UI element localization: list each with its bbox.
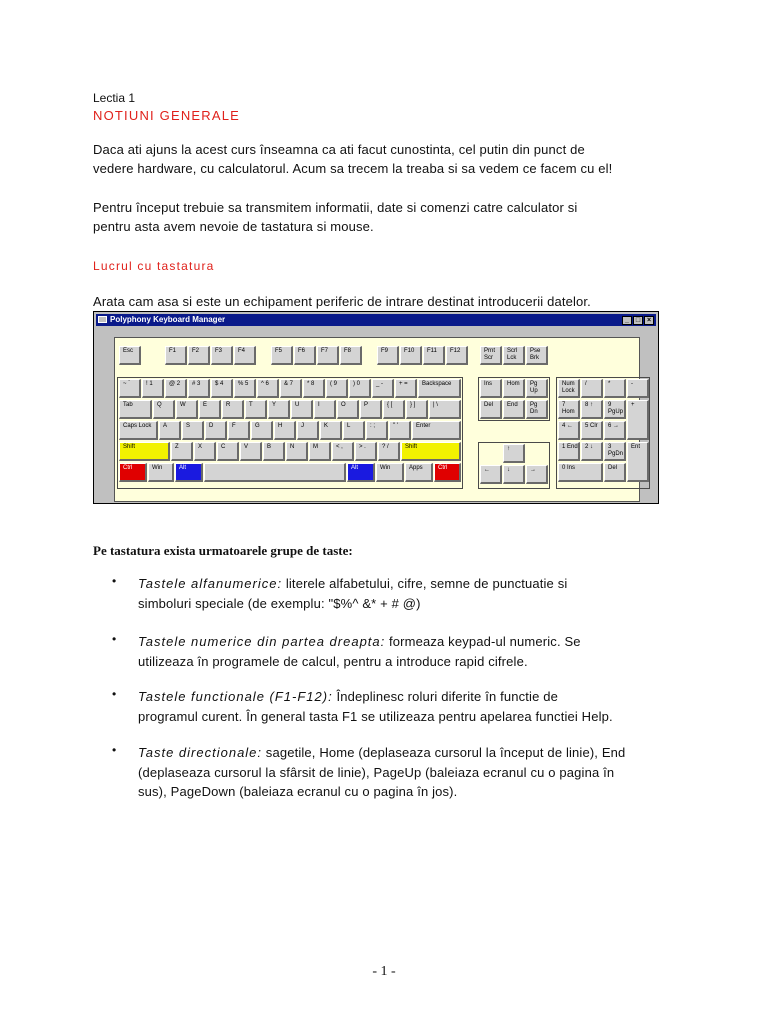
key-navigation[interactable]: Pg Dn [526, 400, 548, 419]
key-letter[interactable]: { [ [383, 400, 405, 419]
key-letter[interactable]: H [274, 421, 296, 440]
key-shift-left[interactable]: Shift [119, 442, 170, 461]
key-navigation[interactable]: Hom [503, 379, 525, 398]
key-letter[interactable]: V [240, 442, 262, 461]
key-letter[interactable]: J [297, 421, 319, 440]
key-number-row[interactable]: ) 0 [349, 379, 371, 398]
key-number-row[interactable]: % 5 [234, 379, 256, 398]
key-letter[interactable]: D [205, 421, 227, 440]
key-number-row[interactable]: ! 1 [142, 379, 164, 398]
key-numpad[interactable]: - [627, 379, 649, 398]
key-function[interactable]: F7 [317, 346, 339, 365]
key-number-row[interactable]: @ 2 [165, 379, 187, 398]
key-numpad[interactable]: 6 → [604, 421, 626, 440]
key-letter[interactable]: S [182, 421, 204, 440]
key-function[interactable]: F9 [377, 346, 399, 365]
key-letter[interactable]: E [199, 400, 221, 419]
key-numpad[interactable]: Del [604, 463, 626, 482]
bullet-3-text: Îndeplinesc roluri diferite în functie de [332, 689, 558, 704]
bullet-3-line-1 [138, 687, 558, 707]
page-number: - 1 - [372, 964, 396, 979]
bullet-4-line-3: sus), PageDown (baleiaza ecranul cu o pagina în jos). [138, 784, 458, 799]
key-number-row[interactable]: $ 4 [211, 379, 233, 398]
intro-line-2: vedere hardware, cu calculatorul. Acum sa trecem la treaba si sa vedem ce facem cu el! [93, 161, 613, 176]
bullet-2-text: formeaza keypad-ul numeric. Se [385, 634, 581, 649]
key-letter[interactable]: U [291, 400, 313, 419]
key-number-row[interactable]: ^ 6 [257, 379, 279, 398]
key-function[interactable]: F2 [188, 346, 210, 365]
bullet-1-line-2: simboluri speciale (de exemplu: "$%^ &* + # @) [138, 596, 421, 611]
key-letter[interactable]: > . [355, 442, 377, 461]
key-function[interactable]: F5 [271, 346, 293, 365]
key-apps[interactable]: Apps [405, 463, 433, 482]
bullet-1-text: literele alfabetului, cifre, semne de punctuatie si [282, 576, 568, 591]
key-letter[interactable]: M [309, 442, 331, 461]
keyboard-diagram [114, 337, 640, 502]
key-print-screen[interactable]: Prnt Scr [480, 346, 502, 365]
window-titlebar [96, 314, 656, 326]
app-icon [98, 316, 107, 323]
key-function[interactable]: F4 [234, 346, 256, 365]
key-numpad[interactable]: * [604, 379, 626, 398]
key-arrow-right[interactable]: → [526, 465, 548, 484]
key-arrow-left[interactable]: ← [480, 465, 502, 484]
key-space[interactable] [204, 463, 346, 482]
key-numpad[interactable]: 8 ↑ [581, 400, 603, 419]
key-navigation[interactable]: Pg Up [526, 379, 548, 398]
key-ctrl-right[interactable]: Ctrl [434, 463, 461, 482]
bullet-dot: • [112, 687, 117, 701]
key-function[interactable]: F10 [400, 346, 422, 365]
key-enter[interactable]: Enter [412, 421, 461, 440]
bullet-2-term: Tastele numerice din partea dreapta: [138, 634, 386, 649]
key-numpad[interactable]: + [627, 400, 649, 440]
key-numpad[interactable]: 1 End [558, 442, 580, 461]
maximize-icon[interactable]: □ [633, 316, 643, 325]
key-alt-right[interactable]: Alt [347, 463, 375, 482]
close-icon[interactable]: × [644, 316, 654, 325]
bullet-4-line-1 [138, 743, 625, 763]
paragraph-2-line-2: pentru asta avem nevoie de tastatura si mouse. [93, 219, 374, 234]
key-numpad[interactable]: Num Lock [558, 379, 580, 398]
key-backspace[interactable]: Backspace [418, 379, 461, 398]
key-numpad[interactable]: / [581, 379, 603, 398]
key-letter[interactable]: I [314, 400, 336, 419]
key-numpad[interactable]: 3 PgDn [604, 442, 626, 461]
key-scroll-lock[interactable]: Scrl Lck [503, 346, 525, 365]
bullet-2-line-1 [138, 632, 581, 652]
key-caps-lock[interactable]: Caps Lock [119, 421, 158, 440]
key-letter[interactable]: Y [268, 400, 290, 419]
key-letter[interactable]: Z [171, 442, 193, 461]
key-number-row[interactable]: # 3 [188, 379, 210, 398]
key-arrow-down[interactable]: ↓ [503, 465, 525, 484]
key-letter[interactable]: X [194, 442, 216, 461]
key-letter[interactable]: < , [332, 442, 354, 461]
key-win-left[interactable]: Win [148, 463, 174, 482]
key-esc[interactable]: Esc [119, 346, 141, 365]
bullet-dot: • [112, 743, 117, 757]
key-function[interactable]: F12 [446, 346, 468, 365]
key-numpad[interactable]: 9 PgUp [604, 400, 626, 419]
key-numpad[interactable]: 0 Ins [558, 463, 603, 482]
bullet-2-line-2: utilizeaza în programele de calcul, pentru a introduce rapid cifrele. [138, 654, 528, 669]
key-win-right[interactable]: Win [376, 463, 404, 482]
key-letter[interactable]: ? / [378, 442, 400, 461]
key-numpad[interactable]: Ent [627, 442, 649, 482]
key-letter[interactable]: } ] [406, 400, 428, 419]
key-number-row[interactable]: & 7 [280, 379, 302, 398]
bullet-dot: • [112, 574, 117, 588]
bullet-4-line-2: (deplaseaza cursorul la sfârsit de linie), PageUp (baleiaza ecranul cu o pagina în [138, 765, 615, 780]
key-pause[interactable]: Pse Brk [526, 346, 548, 365]
key-numpad[interactable]: 7 Hom [558, 400, 580, 419]
key-function[interactable]: F3 [211, 346, 233, 365]
lesson-number: Lectia 1 [93, 91, 136, 105]
key-backslash[interactable]: | \ [429, 400, 461, 419]
keyboard-caption: Arata cam asa si este un echipament periferic de intrare destinat introducerii datelor. [93, 294, 591, 309]
key-numpad[interactable]: 5 Clr [581, 421, 603, 440]
key-function[interactable]: F8 [340, 346, 362, 365]
key-letter[interactable]: F [228, 421, 250, 440]
key-function[interactable]: F6 [294, 346, 316, 365]
intro-line-1: Daca ati ajuns la acest curs înseamna ca ati facut cunostinta, cel putin din punct de [93, 142, 585, 157]
key-number-row[interactable]: _ - [372, 379, 394, 398]
key-navigation[interactable]: End [503, 400, 525, 419]
key-shift-right[interactable]: Shift [401, 442, 461, 461]
key-letter[interactable]: G [251, 421, 273, 440]
key-number-row[interactable]: + = [395, 379, 417, 398]
key-letter[interactable]: Q [153, 400, 175, 419]
key-tab[interactable]: Tab [119, 400, 152, 419]
bullet-3-term: Tastele functionale (F1-F12): [138, 689, 333, 704]
key-letter[interactable]: O [337, 400, 359, 419]
key-navigation[interactable]: Ins [480, 379, 502, 398]
key-function[interactable]: F11 [423, 346, 445, 365]
groups-heading: Pe tastatura exista urmatoarele grupe de taste: [93, 543, 353, 558]
key-letter[interactable]: P [360, 400, 382, 419]
bullet-4-term: Taste directionale: [138, 745, 263, 760]
key-navigation[interactable]: Del [480, 400, 502, 419]
section-title: Lucrul cu tastatura [93, 259, 215, 273]
paragraph-2-line-1: Pentru început trebuie sa transmitem informatii, date si comenzi catre calculator si [93, 200, 578, 215]
key-letter[interactable]: : ; [366, 421, 388, 440]
key-numpad[interactable]: 2 ↓ [581, 442, 603, 461]
key-letter[interactable]: " ' [389, 421, 411, 440]
key-letter[interactable]: N [286, 442, 308, 461]
keyboard-manager-window [93, 311, 659, 504]
window-title: Polyphony Keyboard Manager [110, 315, 226, 324]
bullet-1-line-1 [138, 574, 567, 594]
key-letter[interactable]: A [159, 421, 181, 440]
key-arrow-up[interactable]: ↑ [503, 444, 525, 463]
key-letter[interactable]: C [217, 442, 239, 461]
bullet-dot: • [112, 632, 117, 646]
bullet-1-term: Tastele alfanumerice: [138, 576, 283, 591]
bullet-3-line-2: programul curent. În general tasta F1 se utilizeaza pentru apelarea functiei Help. [138, 709, 613, 724]
key-letter[interactable]: W [176, 400, 198, 419]
key-function[interactable]: F1 [165, 346, 187, 365]
key-letter[interactable]: K [320, 421, 342, 440]
key-numpad[interactable]: 4 ← [558, 421, 580, 440]
key-number-row[interactable]: ~ ` [119, 379, 141, 398]
key-letter[interactable]: L [343, 421, 365, 440]
key-letter[interactable]: R [222, 400, 244, 419]
lesson-title: NOTIUNI GENERALE [93, 108, 241, 123]
key-letter[interactable]: T [245, 400, 267, 419]
key-number-row[interactable]: * 8 [303, 379, 325, 398]
minimize-icon[interactable]: _ [622, 316, 632, 325]
bullet-4-text: sagetile, Home (deplaseaza cursorul la început de linie), End [262, 745, 626, 760]
key-number-row[interactable]: ( 9 [326, 379, 348, 398]
key-letter[interactable]: B [263, 442, 285, 461]
key-ctrl-left[interactable]: Ctrl [119, 463, 147, 482]
key-alt-left[interactable]: Alt [175, 463, 203, 482]
